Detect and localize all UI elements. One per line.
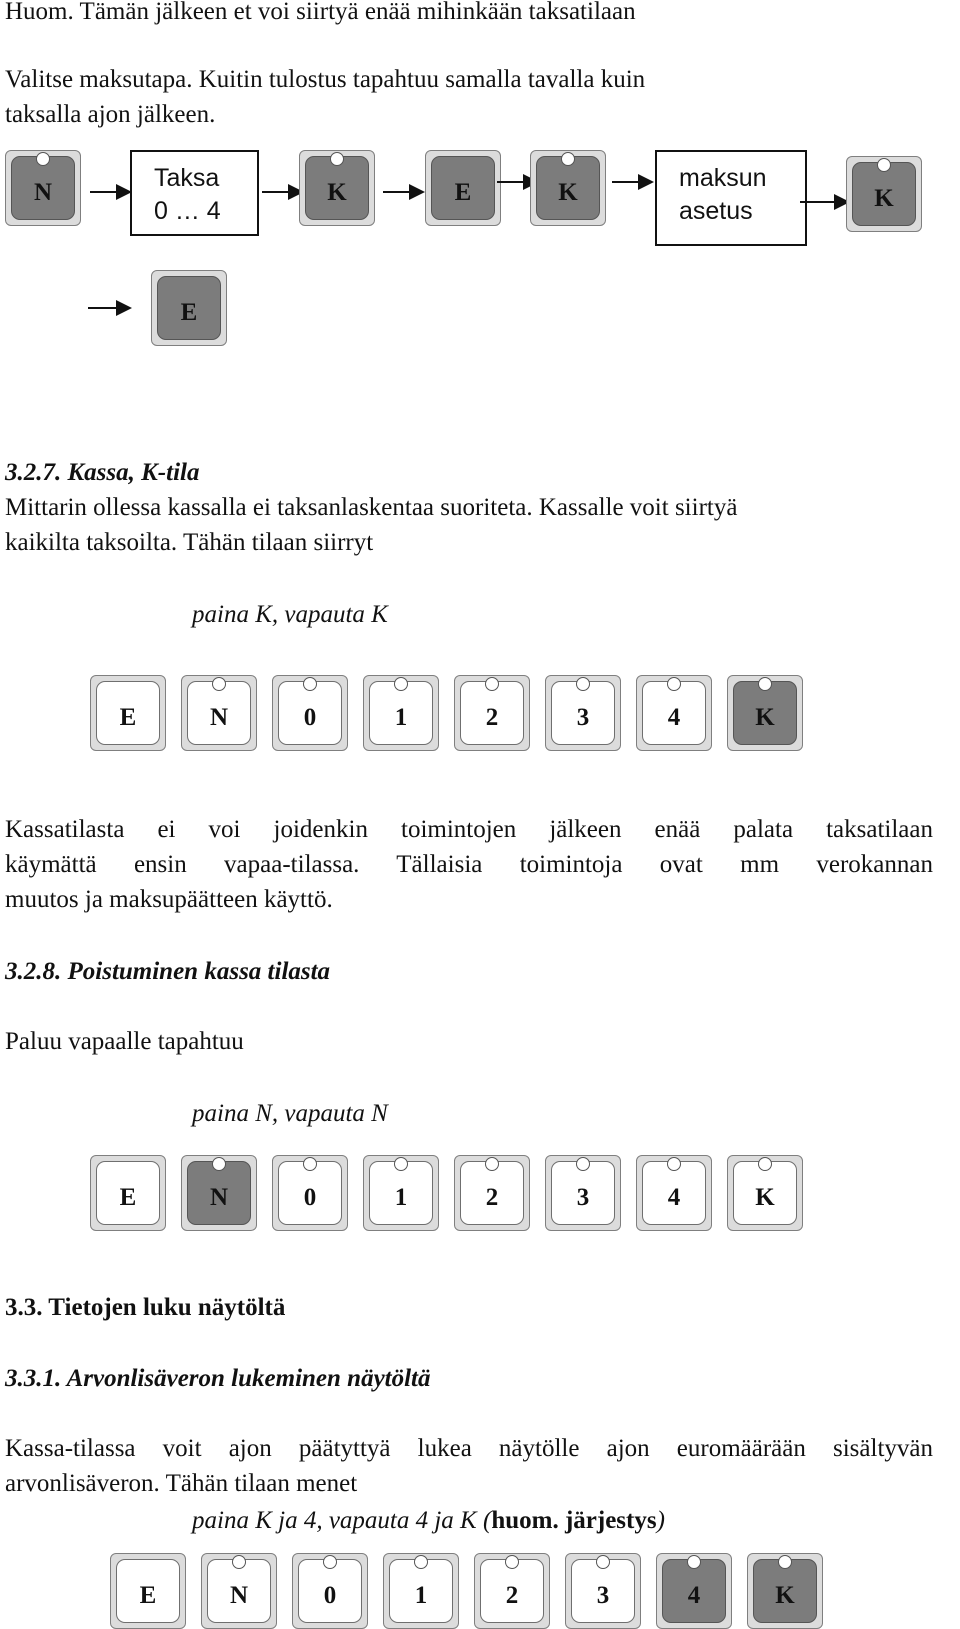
indicator-led <box>758 1157 772 1171</box>
key-n <box>181 1155 257 1231</box>
key-3 <box>565 1553 641 1629</box>
section-heading: 3.3. Tietojen luku näytöltä <box>5 1294 286 1321</box>
paragraph-line: Paluu vapaalle tapahtuu <box>5 1028 244 1055</box>
box-line: Taksa <box>154 164 220 192</box>
taksa-box <box>130 150 259 236</box>
key-label: 0 <box>278 1161 342 1225</box>
indicator-led <box>394 1157 408 1171</box>
key-label: 1 <box>389 1559 453 1623</box>
paragraph-line: kaikilta taksoilta. Tähän tilaan siirryt <box>5 529 374 556</box>
key-label: 3 <box>551 681 615 745</box>
indicator-led <box>212 677 226 691</box>
indicator-led <box>596 1555 610 1569</box>
key-label: E <box>116 1559 180 1623</box>
key-label: K <box>733 681 797 745</box>
indicator-led <box>576 1157 590 1171</box>
key-1 <box>383 1553 459 1629</box>
indicator-led <box>877 158 891 172</box>
indicator-led <box>485 677 499 691</box>
indicator-led <box>561 152 575 166</box>
key-e <box>90 1155 166 1231</box>
instruction-part: ) <box>656 1507 665 1534</box>
key-label: 2 <box>480 1559 544 1623</box>
key-label: 1 <box>369 681 433 745</box>
indicator-led <box>505 1555 519 1569</box>
key-e <box>90 675 166 751</box>
indicator-led <box>485 1157 499 1171</box>
key-label: N <box>207 1559 271 1623</box>
paragraph-line: Kassatilasta ei voi joidenkin toimintojen jälkeen enää palata taksatilaan <box>5 816 933 843</box>
key-n <box>181 675 257 751</box>
key-0 <box>292 1553 368 1629</box>
indicator-led <box>330 152 344 166</box>
key-4 <box>636 1155 712 1231</box>
indicator-led <box>212 1157 226 1171</box>
key-label: 4 <box>642 1161 706 1225</box>
arrow-right-icon <box>88 298 134 318</box>
indicator-led <box>394 677 408 691</box>
indicator-led <box>232 1555 246 1569</box>
key-n <box>5 150 81 226</box>
key-3 <box>545 1155 621 1231</box>
note-text: Huom. Tämän jälkeen et voi siirtyä enää mihinkään taksatilaan <box>5 0 636 25</box>
indicator-led <box>323 1555 337 1569</box>
key-label: E <box>157 276 221 340</box>
indicator-led <box>687 1555 701 1569</box>
key-label: 4 <box>662 1559 726 1623</box>
key-k <box>727 1155 803 1231</box>
key-label: E <box>96 681 160 745</box>
key-e <box>425 150 501 226</box>
indicator-led <box>778 1555 792 1569</box>
key-label: K <box>852 162 916 226</box>
key-k <box>747 1553 823 1629</box>
paragraph-line: arvonlisäveron. Tähän tilaan menet <box>5 1470 358 1497</box>
paragraph-line: muutos ja maksupäätteen käyttö. <box>5 886 333 913</box>
key-k <box>727 675 803 751</box>
key-k <box>299 150 375 226</box>
paragraph-line: Valitse maksutapa. Kuitin tulostus tapahtuu samalla tavalla kuin <box>5 66 646 93</box>
indicator-led <box>758 677 772 691</box>
box-line: asetus <box>679 197 753 225</box>
arrow-right-icon <box>612 172 656 192</box>
key-k <box>846 156 922 232</box>
key-2 <box>474 1553 550 1629</box>
paragraph-line: Kassa-tilassa voit ajon päätyttyä lukea näytölle ajon euromäärään sisältyvän <box>5 1435 933 1462</box>
indicator-led <box>303 677 317 691</box>
key-0 <box>272 675 348 751</box>
key-label: N <box>11 156 75 220</box>
key-label: 0 <box>278 681 342 745</box>
box-line: 0 … 4 <box>154 197 221 225</box>
key-label: N <box>187 1161 251 1225</box>
maksun-asetus-box <box>655 150 807 246</box>
key-k <box>530 150 606 226</box>
key-label: 3 <box>551 1161 615 1225</box>
key-label: 4 <box>642 681 706 745</box>
key-label: 2 <box>460 681 524 745</box>
indicator-led <box>414 1555 428 1569</box>
indicator-led <box>36 152 50 166</box>
indicator-led <box>576 677 590 691</box>
arrow-right-icon <box>383 182 427 202</box>
key-1 <box>363 675 439 751</box>
key-label: 1 <box>369 1161 433 1225</box>
key-label: K <box>536 156 600 220</box>
indicator-led <box>667 677 681 691</box>
key-1 <box>363 1155 439 1231</box>
key-instruction <box>192 1503 665 1538</box>
key-label: E <box>431 156 495 220</box>
paragraph-line: Mittarin ollessa kassalla ei taksanlaskentaa suoriteta. Kassalle voit siirtyä <box>5 494 738 521</box>
arrow-right-icon <box>800 192 852 212</box>
key-label: K <box>733 1161 797 1225</box>
key-e <box>110 1553 186 1629</box>
key-4 <box>636 675 712 751</box>
section-heading: 3.3.1. Arvonlisäveron lukeminen näytöltä <box>5 1365 431 1392</box>
paragraph-line: taksalla ajon jälkeen. <box>5 101 216 128</box>
key-instruction: paina K, vapauta K <box>192 601 388 628</box>
paragraph-line: käymättä ensin vapaa-tilassa. Tällaisia toimintoja ovat mm verokannan <box>5 851 933 878</box>
key-n <box>201 1553 277 1629</box>
section-heading: 3.2.8. Poistuminen kassa tilasta <box>5 958 331 985</box>
key-2 <box>454 675 530 751</box>
key-4 <box>656 1553 732 1629</box>
arrow-right-icon <box>90 182 134 202</box>
key-instruction: paina N, vapauta N <box>192 1100 388 1127</box>
indicator-led <box>303 1157 317 1171</box>
key-0 <box>272 1155 348 1231</box>
key-e <box>151 270 227 346</box>
indicator-led <box>667 1157 681 1171</box>
instruction-part: paina K ja 4, vapauta 4 ja K ( <box>192 1507 492 1534</box>
key-label: 3 <box>571 1559 635 1623</box>
key-label: 2 <box>460 1161 524 1225</box>
key-label: N <box>187 681 251 745</box>
key-label: 0 <box>298 1559 362 1623</box>
section-heading: 3.2.7. Kassa, K-tila <box>5 459 200 486</box>
key-2 <box>454 1155 530 1231</box>
key-label: E <box>96 1161 160 1225</box>
instruction-emphasis: huom. järjestys <box>491 1507 657 1534</box>
key-label: K <box>305 156 369 220</box>
key-label: K <box>753 1559 817 1623</box>
box-line: maksun <box>679 164 767 192</box>
key-3 <box>545 675 621 751</box>
